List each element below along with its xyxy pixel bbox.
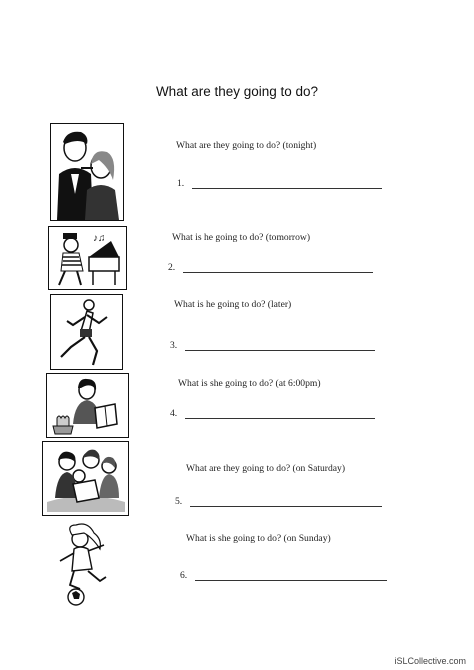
answer-field-1[interactable] (177, 178, 382, 189)
question-3: What is he going to do? (later) (174, 299, 292, 310)
family-reading-icon (42, 441, 129, 516)
answer-line-1[interactable] (192, 179, 382, 189)
answer-line-6[interactable] (195, 571, 387, 581)
answer-field-5[interactable] (175, 496, 382, 507)
page-title: What are they going to do? (155, 84, 319, 99)
answer-number-4: 4. (170, 408, 178, 419)
girl-soccer-icon (46, 519, 126, 607)
svg-text:♪♫: ♪♫ (93, 233, 106, 244)
footer-watermark: iSLCollective.com (394, 656, 466, 666)
answer-field-6[interactable] (180, 570, 387, 581)
answer-number-6: 6. (180, 570, 188, 581)
answer-line-4[interactable] (185, 409, 375, 419)
question-6: What is she going to do? (on Sunday) (186, 533, 331, 544)
question-2: What is he going to do? (tomorrow) (172, 232, 311, 243)
answer-number-2: 2. (168, 262, 176, 273)
answer-line-2[interactable] (183, 263, 373, 273)
question-5: What are they going to do? (on Saturday) (186, 463, 346, 474)
woman-reading-icon (46, 373, 129, 438)
answer-number-5: 5. (175, 496, 183, 507)
answer-field-4[interactable] (170, 408, 375, 419)
piano-player-icon (48, 226, 127, 290)
answer-field-3[interactable] (170, 340, 375, 351)
answer-line-3[interactable] (185, 341, 375, 351)
answer-number-1: 1. (177, 178, 185, 189)
question-4: What is she going to do? (at 6:00pm) (178, 378, 321, 389)
answer-field-2[interactable] (168, 262, 373, 273)
answer-number-3: 3. (170, 340, 178, 351)
runner-icon (50, 294, 123, 370)
couple-eating-icon (50, 123, 124, 221)
question-1: What are they going to do? (tonight) (176, 140, 317, 151)
answer-line-5[interactable] (190, 497, 382, 507)
